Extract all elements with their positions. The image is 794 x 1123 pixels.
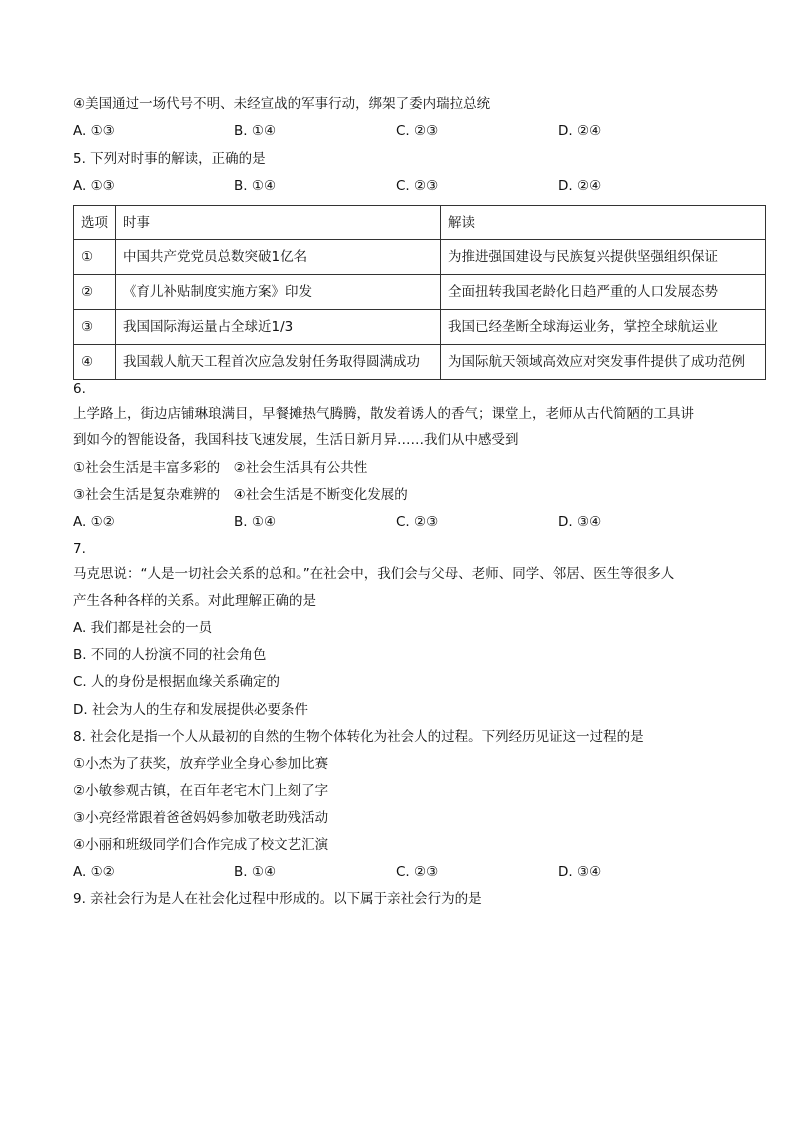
table-header-cell: 选项 bbox=[74, 206, 116, 240]
table-cell: ① bbox=[74, 240, 116, 275]
q7-option-a: A. 我们都是社会的一员 bbox=[73, 620, 213, 636]
q7-option-b: B. 不同的人扮演不同的社会角色 bbox=[73, 647, 267, 663]
q8-options bbox=[73, 862, 765, 882]
q4-option-b: B. ①④ bbox=[234, 123, 277, 139]
q6-stem-line-2: 到如今的智能设备，我国科技飞速发展，生活日新月异……我们从中感受到 bbox=[73, 432, 519, 448]
q4-option-a: A. ①③ bbox=[73, 123, 115, 139]
q6-items-line-1: ①社会生活是丰富多彩的 ②社会生活具有公共性 bbox=[73, 460, 368, 476]
q6-option-d: D. ③④ bbox=[558, 514, 602, 530]
q8-option-a: A. ①② bbox=[73, 864, 115, 880]
table-cell: 《育儿补贴制度实施方案》印发 bbox=[116, 275, 441, 310]
q5-option-d: D. ②④ bbox=[558, 178, 602, 194]
q5-option-b: B. ①④ bbox=[234, 178, 277, 194]
table-row bbox=[74, 345, 766, 380]
q4-item-4: ④美国通过一场代号不明、未经宣战的军事行动，绑架了委内瑞拉总统 bbox=[73, 96, 491, 112]
q4-options bbox=[73, 121, 765, 141]
q5-stem: 5. 下列对时事的解读，正确的是 bbox=[73, 151, 266, 167]
table-row bbox=[74, 240, 766, 275]
table-cell: 为国际航天领域高效应对突发事件提供了成功范例 bbox=[441, 345, 766, 380]
table-row bbox=[74, 275, 766, 310]
table-cell: 我国载人航天工程首次应急发射任务取得圆满成功 bbox=[116, 345, 441, 380]
table-cell: 我国国际海运量占全球近1/3 bbox=[116, 310, 441, 345]
q8-item-2: ②小敏参观古镇，在百年老宅木门上刻了字 bbox=[73, 783, 329, 799]
table-cell: 我国已经垄断全球海运业务，掌控全球航运业 bbox=[441, 310, 766, 345]
q4-option-c: C. ②③ bbox=[396, 123, 439, 139]
q8-option-d: D. ③④ bbox=[558, 864, 602, 880]
q6-option-b: B. ①④ bbox=[234, 514, 277, 530]
q6-options bbox=[73, 512, 765, 532]
q6-option-c: C. ②③ bbox=[396, 514, 439, 530]
table-cell: 全面扭转我国老龄化日趋严重的人口发展态势 bbox=[441, 275, 766, 310]
q8-item-3: ③小亮经常跟着爸爸妈妈参加敬老助残活动 bbox=[73, 810, 329, 826]
table-cell: 为推进强国建设与民族复兴提供坚强组织保证 bbox=[441, 240, 766, 275]
q8-option-b: B. ①④ bbox=[234, 864, 277, 880]
table-cell: ③ bbox=[74, 310, 116, 345]
table-header-cell: 时事 bbox=[116, 206, 441, 240]
q7-option-c: C. 人的身份是根据血缘关系确定的 bbox=[73, 674, 281, 690]
table-row bbox=[74, 310, 766, 345]
q6-number: 6. bbox=[73, 381, 86, 397]
q7-option-d: D. 社会为人的生存和发展提供必要条件 bbox=[73, 702, 308, 718]
q7-stem-line-1: 马克思说：“人是一切社会关系的总和。”在社会中，我们会与父母、老师、同学、邻居、医生等很多人 bbox=[73, 566, 675, 582]
table-header-row bbox=[74, 206, 766, 240]
q9-stem: 9. 亲社会行为是人在社会化过程中形成的。以下属于亲社会行为的是 bbox=[73, 891, 482, 907]
q8-item-4: ④小丽和班级同学们合作完成了校文艺汇演 bbox=[73, 837, 329, 853]
q6-option-a: A. ①② bbox=[73, 514, 115, 530]
q5-options bbox=[73, 176, 765, 196]
q8-option-c: C. ②③ bbox=[396, 864, 439, 880]
q5-option-a: A. ①③ bbox=[73, 178, 115, 194]
q8-item-1: ①小杰为了获奖，放弃学业全身心参加比赛 bbox=[73, 756, 329, 772]
table-cell: ② bbox=[74, 275, 116, 310]
q7-stem-line-2: 产生各种各样的关系。对此理解正确的是 bbox=[73, 593, 316, 609]
q5-option-c: C. ②③ bbox=[396, 178, 439, 194]
q6-items-line-2: ③社会生活是复杂难辨的 ④社会生活是不断变化发展的 bbox=[73, 487, 408, 503]
q8-stem: 8. 社会化是指一个人从最初的自然的生物个体转化为社会人的过程。下列经历见证这一过程的是 bbox=[73, 729, 644, 745]
q7-number: 7. bbox=[73, 541, 86, 557]
table-cell: 中国共产党党员总数突破1亿名 bbox=[116, 240, 441, 275]
q6-stem-line-1: 上学路上，街边店铺琳琅满目，早餐摊热气腾腾，散发着诱人的香气；课堂上，老师从古代简陋的工具讲 bbox=[73, 406, 694, 422]
table-cell: ④ bbox=[74, 345, 116, 380]
q5-table bbox=[73, 205, 766, 380]
table-header-cell: 解读 bbox=[441, 206, 766, 240]
q4-option-d: D. ②④ bbox=[558, 123, 602, 139]
